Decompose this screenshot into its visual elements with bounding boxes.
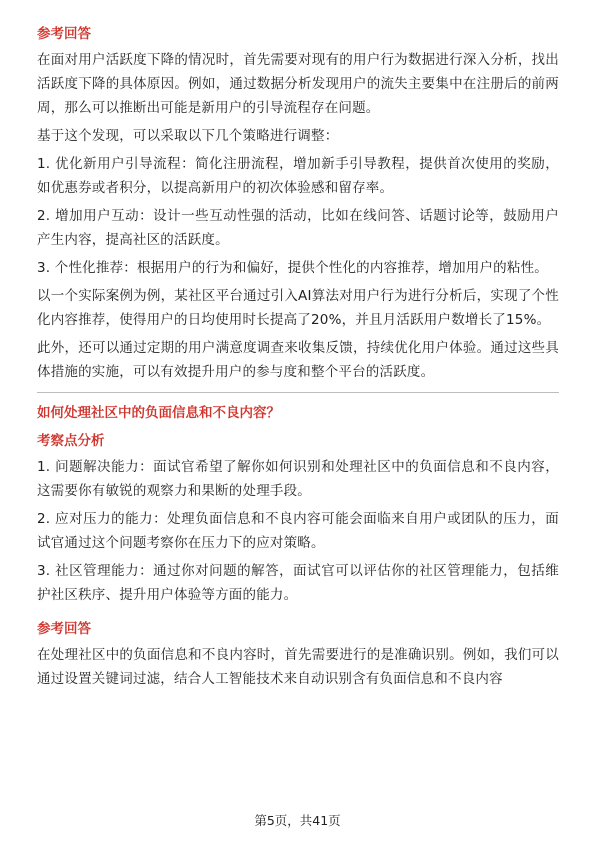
analysis-item-3: 3. 社区管理能力：通过你对问题的解答，面试官可以评估你的社区管理能力，包括维护社区秩序、提升用户体验等方面的能力。 [37,563,559,603]
analysis-heading: 考察点分析 [37,433,105,449]
strategy-item-1: 1. 优化新用户引导流程：简化注册流程，增加新手引导教程，提供首次使用的奖励，如优惠券或者积分，以提高新用户的初次体验感和留存率。 [37,156,559,196]
strategy-item-2: 2. 增加用户互动：设计一些互动性强的活动，比如在线问答、话题讨论等，鼓励用户产生内容，提高社区的活跃度。 [37,208,559,248]
reference-answer-heading: 参考回答 [37,26,91,42]
question-title: 如何处理社区中的负面信息和不良内容？ [37,405,280,421]
analysis-item-1: 1. 问题解决能力：面试官希望了解你如何识别和处理社区中的负面信息和不良内容，这需要你有敏锐的观察力和果断的处理手段。 [37,459,559,499]
page-number: 第5页，共41页 [254,813,341,828]
analysis-item-2: 2. 应对压力的能力：处理负面信息和不良内容可能会面临来自用户或团队的压力，面试官通过这个问题考察你在压力下的应对策略。 [37,511,559,551]
strategy-intro: 基于这个发现，可以采取以下几个策略进行调整： [37,128,339,144]
reference-answer-heading-2: 参考回答 [37,621,91,637]
spacer [37,611,559,619]
page-content [37,24,559,695]
answer-paragraph: 在面对用户活跃度下降的情况时，首先需要对现有的用户行为数据进行深入分析，找出活跃度下降的具体原因。例如，通过数据分析发现用户的流失主要集中在注册后的前两周，那么可以推断出可能是新用户的引导流程存在问题。 [37,52,559,116]
conclusion-paragraph: 此外，还可以通过定期的用户满意度调查来收集反馈，持续优化用户体验。通过这些具体措施的实施，可以有效提升用户的参与度和整个平台的活跃度。 [37,340,559,380]
strategy-item-3: 3. 个性化推荐：根据用户的行为和偏好，提供个性化的内容推荐，增加用户的粘性。 [37,260,548,276]
answer-paragraph-2: 在处理社区中的负面信息和不良内容时，首先需要进行的是准确识别。例如，我们可以通过设置关键词过滤，结合人工智能技术来自动识别含有负面信息和不良内容 [37,647,559,687]
section-divider [37,392,559,393]
case-example-paragraph: 以一个实际案例为例，某社区平台通过引入AI算法对用户行为进行分析后，实现了个性化内容推荐，使得用户的日均使用时长提高了20%，并且月活跃用户数增长了15%。 [37,288,559,328]
